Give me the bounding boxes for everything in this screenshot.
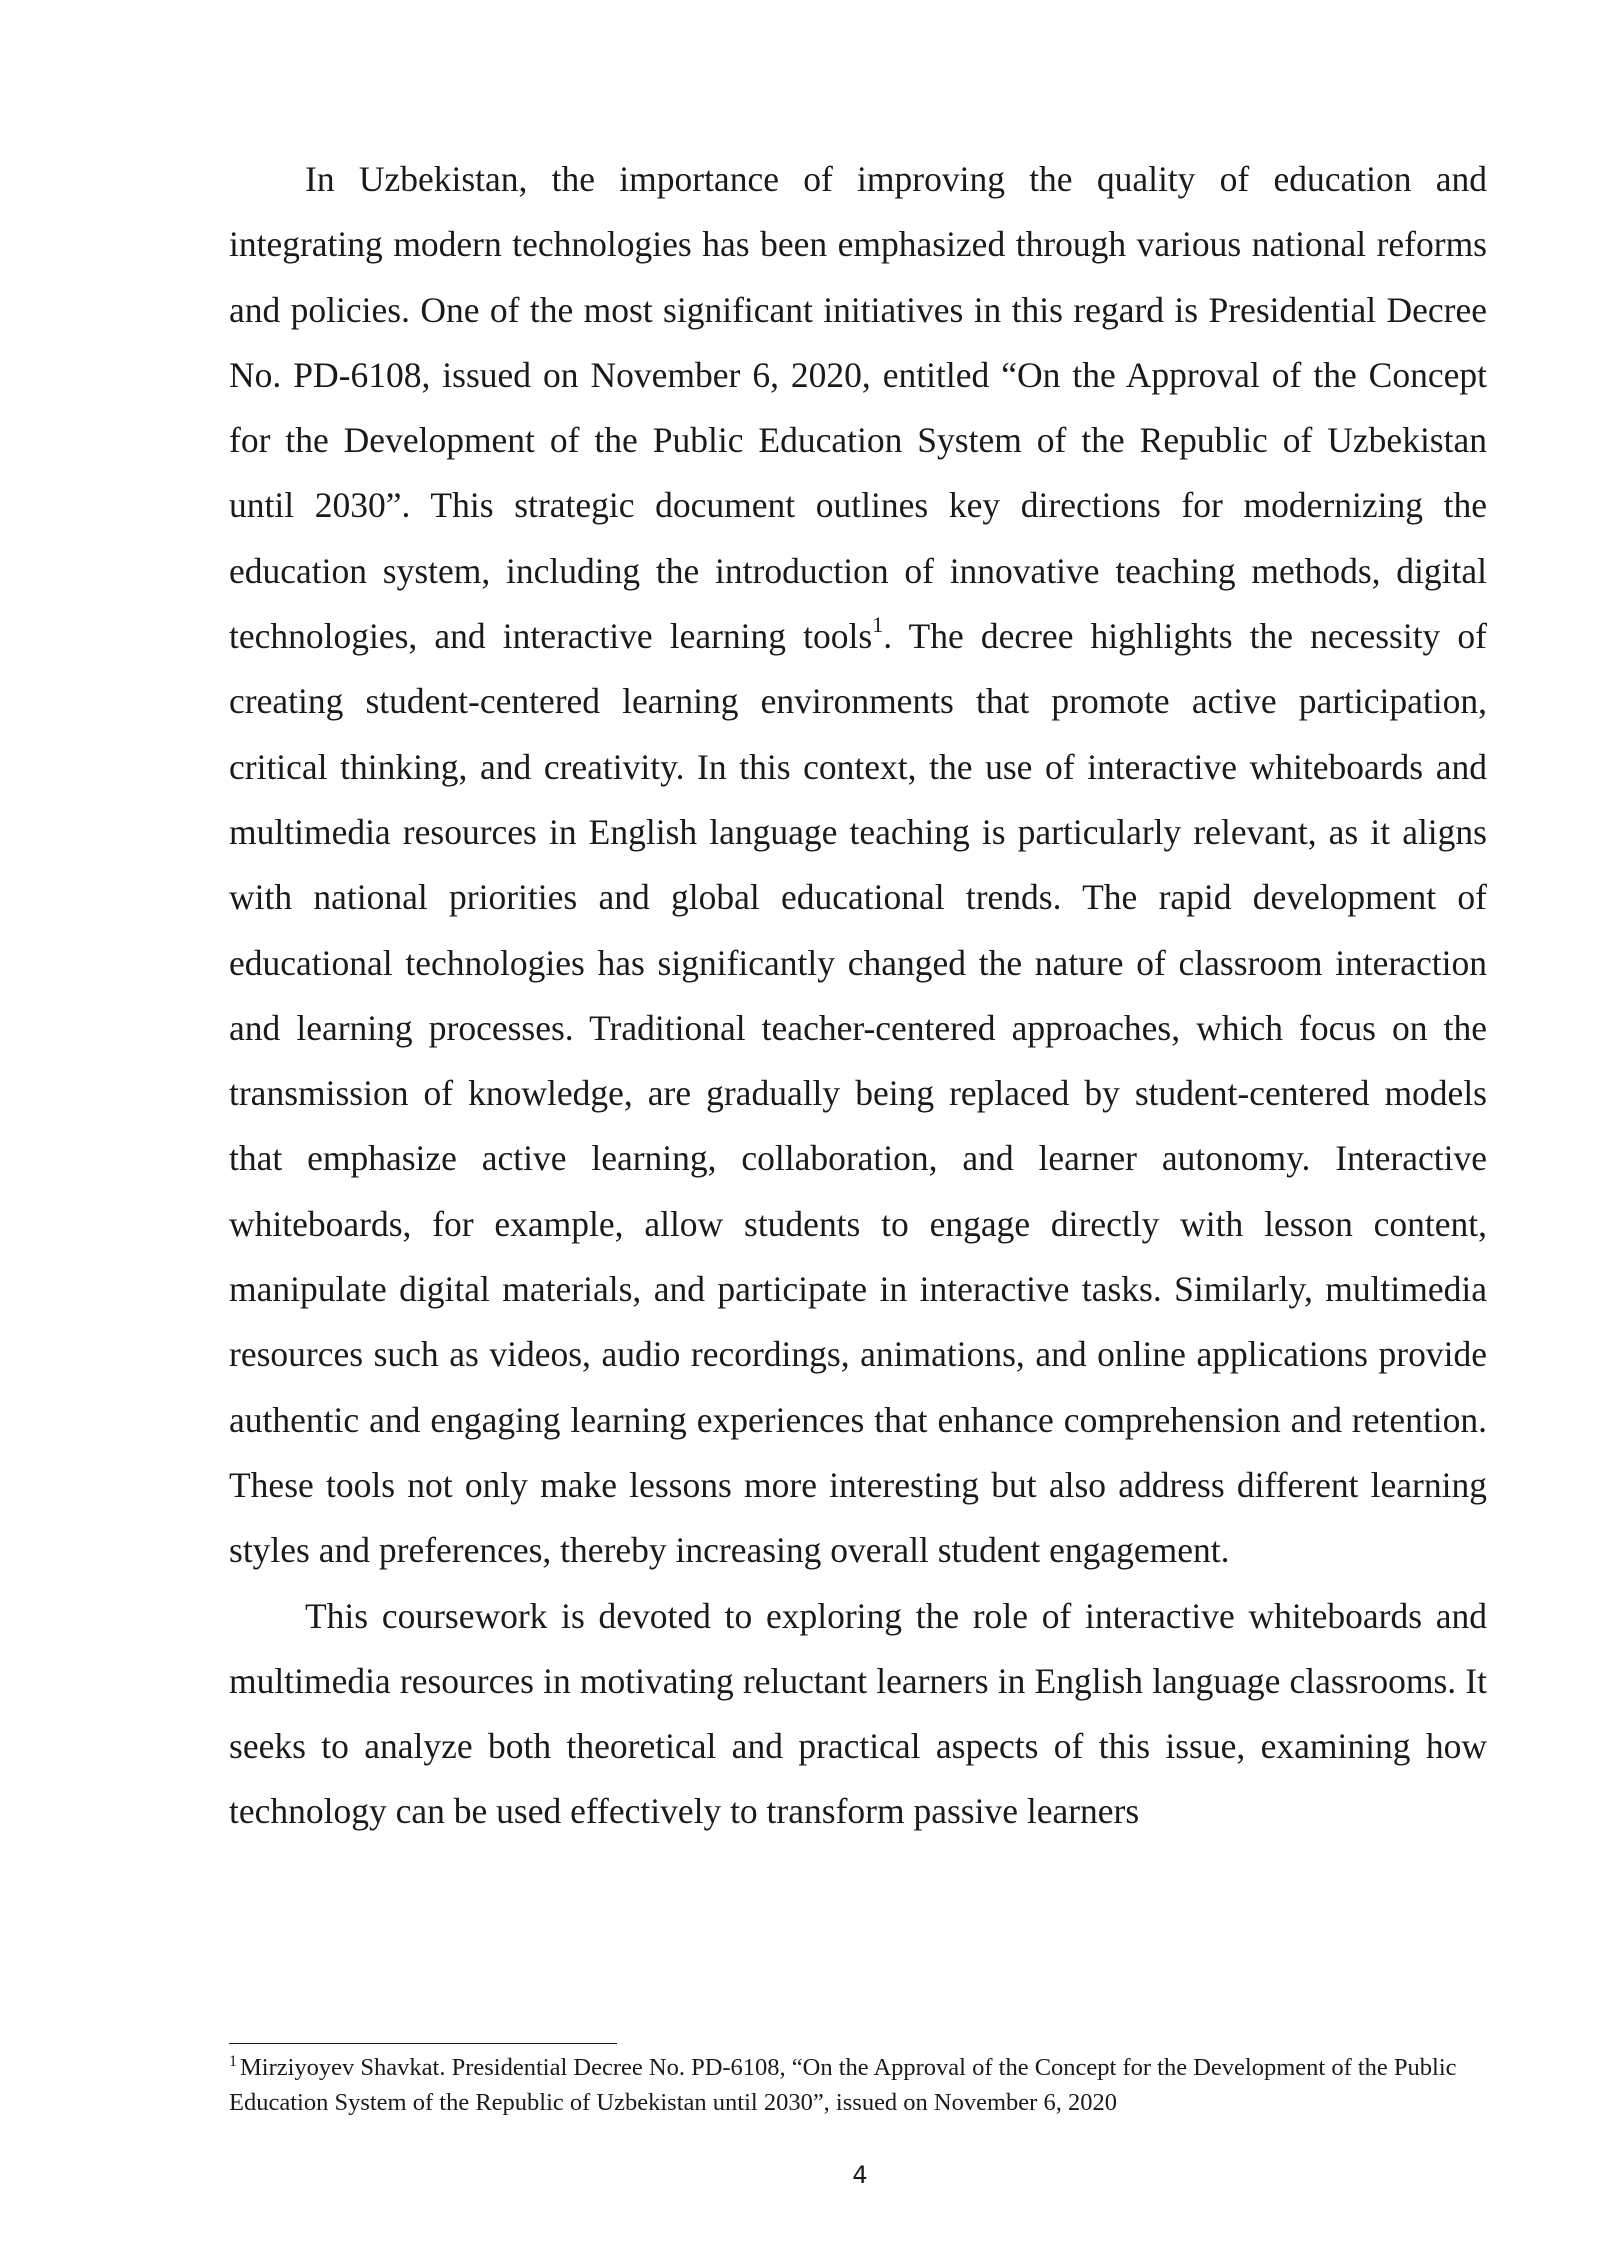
paragraph-2: This coursework is devoted to exploring the role of interactive whiteboards and multimedia resources in motivating reluctant learners in English language classrooms. It seeks to analyze both theoretical and practical aspects of this issue, examining how technology can be used effectively to transform passive learners [229, 1595, 1487, 1832]
body-text [229, 147, 1487, 1845]
footnote-reference: 1 [872, 612, 884, 638]
footnote-text: Mirziyoyev Shavkat. Presidential Decree No. PD-6108, “On the Approval of the Concept for the Development of the Public Education System of the Republic of Uzbekistan until 2030”, issued on November 6, 2020 [229, 2054, 1457, 2116]
paragraph-1-text: In Uzbekistan, the importance of improving the quality of education and integrating modern technologies has been emphasized through various national reforms and policies. One of the most significant initiatives in this regard is Presidential Decree No. PD-6108, issued on November 6, 2020, entitled “On the Approval of the Concept for the Development of the Public Education System of the Republic of Uzbekistan until 2030”. This strategic document outlines key directions for modernizing the education system, including the introduction of innovative teaching methods, digital technologies, and interactive learning tools [229, 159, 1487, 657]
paragraph-1 [229, 147, 1487, 1584]
page-number: 4 [852, 2161, 868, 2189]
paragraph-1-continued-text: . The decree highlights the necessity of creating student-centered learning environments that promote active participation, critical thinking, and creativity. In this context, the use of interactive whiteboards and multimedia resources in English language teaching is particularly relevant, as it aligns with national priorities and global educational trends. The rapid development of educational technologies has significantly changed the nature of classroom interaction and learning processes. Traditional teacher-centered approaches, which focus on the transmission of knowledge, are gradually being replaced by student-centered models that emphasize active learning, collaboration, and learner autonomy. Interactive whiteboards, for example, allow students to engage directly with lesson content, manipulate digital materials, and participate in interactive tasks. Similarly, multimedia resources such as videos, audio recordings, animations, and online applications provide authentic and engaging learning experiences that enhance comprehension and retention. These tools not only make lessons more interesting but also address different learning styles and preferences, thereby increasing overall student engagement. [229, 616, 1487, 1571]
footnote-marker: 1 [229, 2053, 237, 2070]
footnote-separator [229, 2043, 617, 2044]
footnote [229, 2052, 1487, 2119]
